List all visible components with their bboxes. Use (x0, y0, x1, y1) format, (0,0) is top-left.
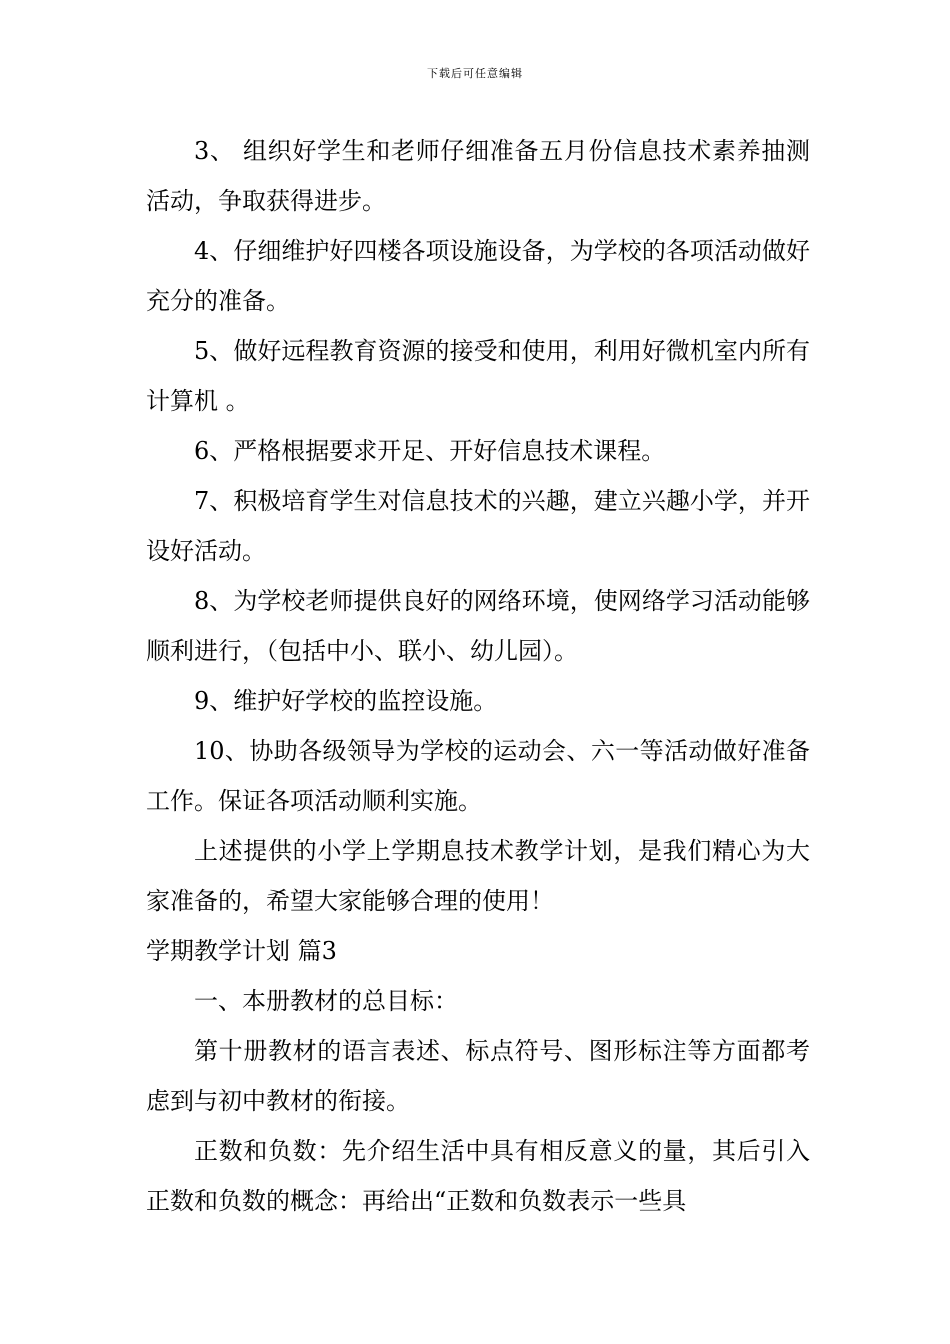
paragraph-item-5: 5、做好远程教育资源的接受和使用，利用好微机室内所有计算机 。 (146, 337, 810, 415)
paragraph-item-3: 3、 组织好学生和老师仔细准备五月份信息技术素养抽测活动，争取获得进步。 (146, 137, 810, 215)
paragraph-item-8: 8、为学校老师提供良好的网络环境，使网络学习活动能够顺利进行，（包括中小、联小、幼儿园）。 (146, 587, 810, 665)
body-paragraph: 第十册教材的语言表述、标点符号、图形标注等方面都考虑到与初中教材的衔接。 (146, 1037, 810, 1115)
paragraph-item-6: 6、严格根据要求开足、开好信息技术课程。 (194, 437, 666, 465)
paragraph-item-7: 7、积极培育学生对信息技术的兴趣，建立兴趣小学，并开设好活动。 (146, 487, 810, 565)
paragraph-item-9: 9、维护好学校的监控设施。 (194, 687, 498, 715)
body-paragraph: 正数和负数：先介绍生活中具有相反意义的量，其后引入正数和负数的概念：再给出“正数和负数表示一些具 (146, 1137, 810, 1215)
summary-paragraph: 上述提供的小学上学期息技术教学计划，是我们精心为大家准备的，希望大家能够合理的使用！ (146, 837, 810, 915)
paragraph-item-4: 4、仔细维护好四楼各项设施设备，为学校的各项活动做好充分的准备。 (146, 237, 810, 315)
document-body (146, 126, 810, 1226)
subsection-heading: 一、本册教材的总目标： (194, 987, 458, 1015)
paragraph-item-10: 10、协助各级领导为学校的运动会、六一等活动做好准备工作。保证各项活动顺利实施。 (146, 737, 810, 815)
section-heading: 学期教学计划 篇3 (146, 937, 337, 965)
page-header-note: 下载后可任意编辑 (427, 67, 523, 80)
